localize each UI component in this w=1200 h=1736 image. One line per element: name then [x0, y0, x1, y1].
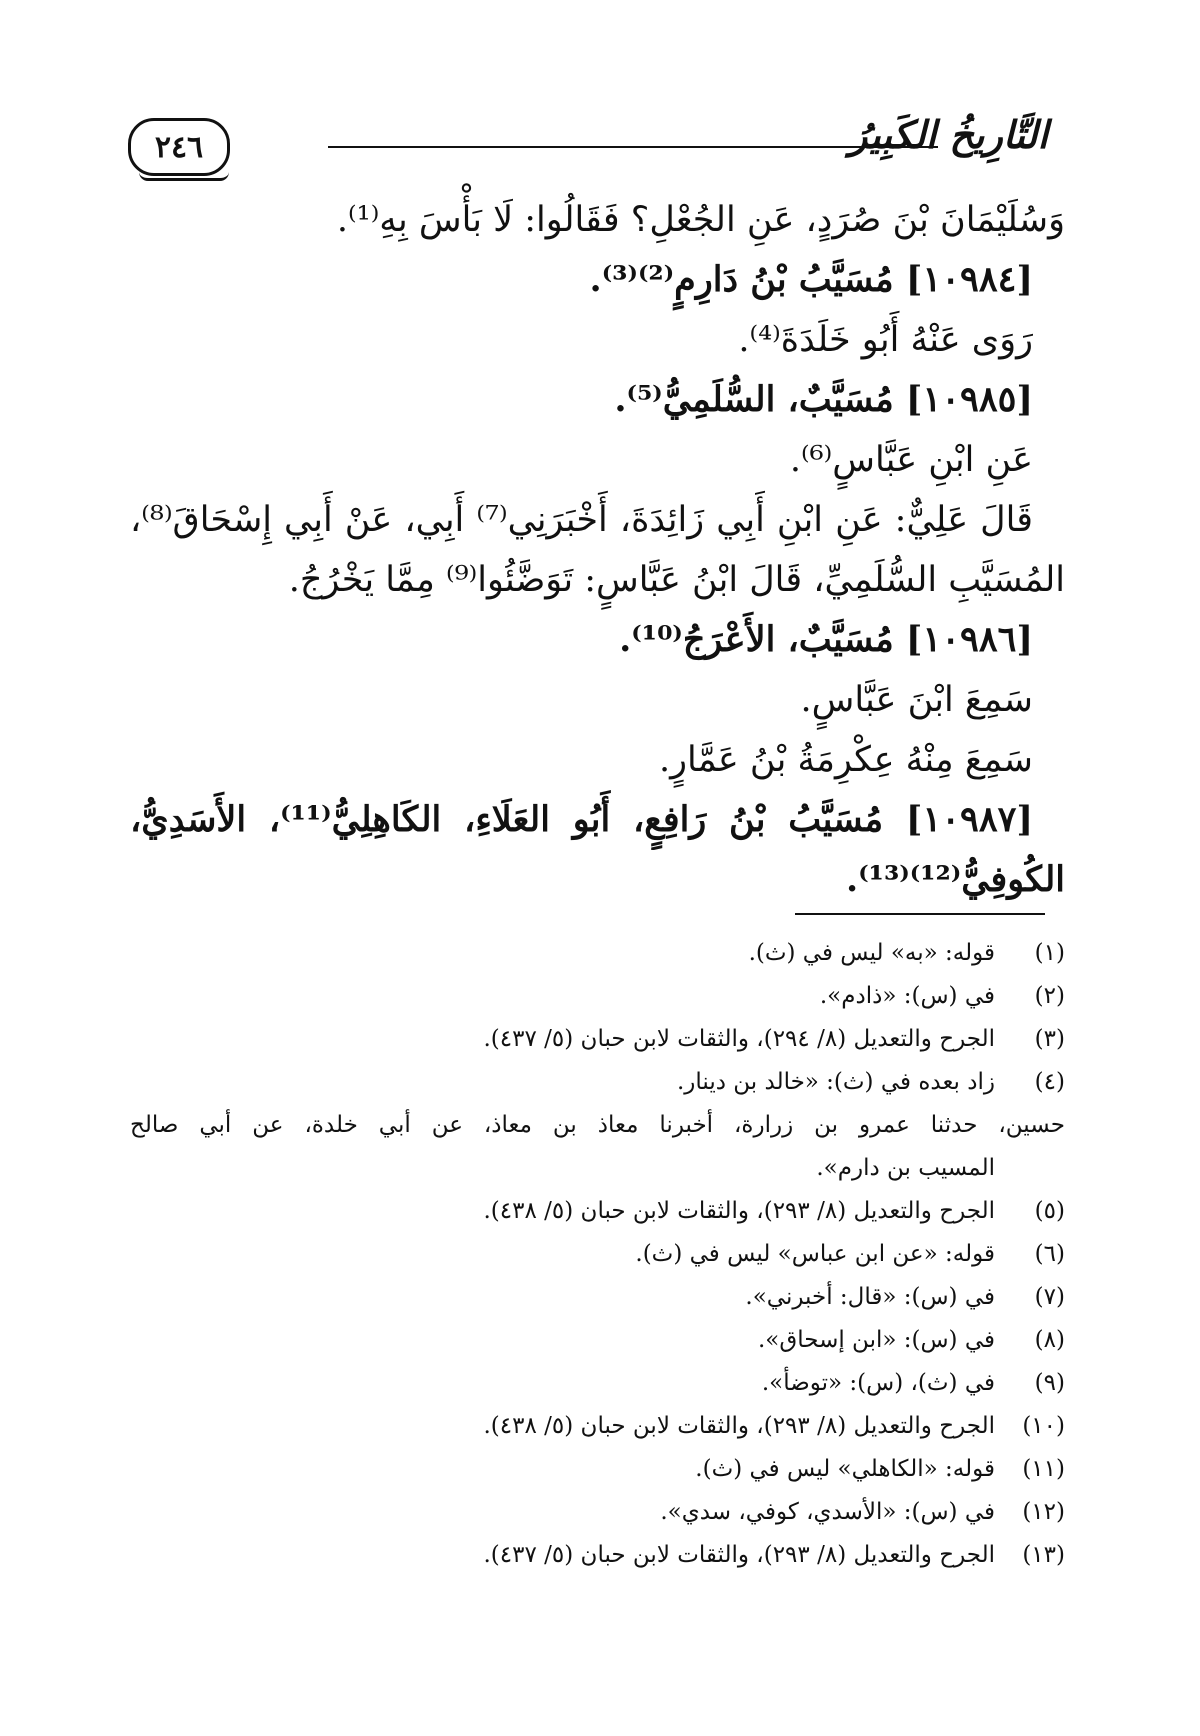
- footnote: [130, 1061, 1065, 1104]
- footnote: [130, 1233, 1065, 1276]
- footnote: [130, 932, 1065, 975]
- entry-heading: [١٠٩٨٤] مُسَيَّبُ بْنُ دَارِمٍ⁽²⁾⁽³⁾.: [589, 259, 1033, 300]
- footnotes: [130, 932, 1065, 1577]
- entry-heading-continuation: الكُوفِيُّ⁽¹²⁾⁽¹³⁾.: [846, 859, 1065, 900]
- text-line: رَوَى عَنْهُ أَبُو خَلَدَةَ⁽⁴⁾.: [738, 320, 1033, 360]
- text-line: المُسَيَّبِ السُّلَمِيِّ، قَالَ ابْنُ عَبَّاسٍ: تَوَضَّئُوا⁽⁹⁾ مِمَّا يَخْرُجُ.: [288, 560, 1065, 600]
- footnote-number: (٢): [1034, 983, 1065, 1009]
- footnote-continuation: المسيب بن دارم».: [816, 1155, 995, 1181]
- footnote-text: الجرح والتعديل (٨/ ٢٩٣)، والثقات لابن حبان (٥/ ٤٣٨).: [483, 1413, 995, 1439]
- text-line: وَسُلَيْمَانَ بْنَ صُرَدٍ، عَنِ الجُعْلِ؟ فَقَالُوا: لَا بَأْسَ بِهِ⁽¹⁾.: [336, 200, 1065, 240]
- footnote-text: زاد بعده في (ث): «خالد بن دينار.: [676, 1069, 995, 1095]
- footnote-text: في (س): «ذادم».: [819, 983, 995, 1009]
- header-rule: [328, 146, 938, 148]
- footnote: [130, 1491, 1065, 1534]
- footnote-number: (٦): [1034, 1241, 1065, 1267]
- footnote: [130, 1319, 1065, 1362]
- footnote-text: الجرح والتعديل (٨/ ٢٩٣)، والثقات لابن حبان (٥/ ٤٣٧).: [483, 1542, 995, 1568]
- footnote-number: (٤): [1034, 1069, 1065, 1095]
- footnote: [130, 1448, 1065, 1491]
- page-number: ٢٤٦: [128, 118, 230, 176]
- footnote-number: (٣): [1034, 1026, 1065, 1052]
- footnote-number: (٨): [1034, 1327, 1065, 1353]
- footnote-number: (١٢): [1022, 1499, 1065, 1525]
- footnote-text: قوله: «عن ابن عباس» ليس في (ث).: [635, 1241, 995, 1267]
- text-line: قَالَ عَلِيٌّ: عَنِ ابْنِ أَبِي زَائِدَةَ، أَخْبَرَنِي⁽⁷⁾ أَبِي، عَنْ أَبِي إِسْحَاقَ⁽⁸⁾،: [130, 500, 1033, 540]
- page-header: [128, 112, 1048, 182]
- footnote: [130, 1276, 1065, 1319]
- main-text: [130, 190, 1065, 910]
- footnote: [130, 1534, 1065, 1577]
- entry-heading: [١٠٩٨٥] مُسَيَّبٌ، السُّلَمِيُّ⁽⁵⁾.: [614, 379, 1033, 420]
- footnote-number: (٩): [1034, 1370, 1065, 1396]
- footnote: [130, 1362, 1065, 1405]
- footnote-number: (٥): [1034, 1198, 1065, 1224]
- running-title: التَّارِيخُ الكَبِيرُ: [849, 112, 1048, 157]
- footnote: [130, 975, 1065, 1018]
- text-line: عَنِ ابْنِ عَبَّاسٍ⁽⁶⁾.: [789, 440, 1033, 480]
- footnote-text: في (س): «قال: أخبرني».: [745, 1284, 995, 1310]
- entry-heading: [١٠٩٨٦] مُسَيَّبٌ، الأَعْرَجُ⁽¹⁰⁾.: [619, 619, 1033, 660]
- entry-heading: [١٠٩٨٧] مُسَيَّبُ بْنُ رَافِعٍ، أَبُو العَلَاءِ، الكَاهِلِيُّ⁽¹¹⁾، الأَسَدِيُّ،: [130, 799, 1033, 840]
- footnote-text: في (س): «الأسدي، كوفي، سدي».: [660, 1499, 995, 1525]
- footnote: [130, 1405, 1065, 1448]
- footnote-text: الجرح والتعديل (٨/ ٢٩٤)، والثقات لابن حبان (٥/ ٤٣٧).: [483, 1026, 995, 1052]
- footnote-text: في (ث)، (س): «توضأ».: [761, 1370, 995, 1396]
- footnote-text: قوله: «به» ليس في (ث).: [748, 940, 995, 966]
- text-line: سَمِعَ ابْنَ عَبَّاسٍ.: [800, 680, 1033, 720]
- footnote: [130, 1018, 1065, 1061]
- footnote-number: (١١): [1022, 1456, 1065, 1482]
- footnote-text: الجرح والتعديل (٨/ ٢٩٣)، والثقات لابن حبان (٥/ ٤٣٨).: [483, 1198, 995, 1224]
- footnote-number: (١٠): [1022, 1413, 1065, 1439]
- footnote-continuation: حسين، حدثنا عمرو بن زرارة، أخبرنا معاذ بن معاذ، عن أبي خلدة، عن أبي صالح: [130, 1112, 1065, 1138]
- footnote-number: (٧): [1034, 1284, 1065, 1310]
- footnote-text: قوله: «الكاهلي» ليس في (ث).: [695, 1456, 995, 1482]
- text-line: سَمِعَ مِنْهُ عِكْرِمَةُ بْنُ عَمَّارٍ.: [659, 740, 1033, 780]
- footnote: [130, 1190, 1065, 1233]
- footnote-text: في (س): «ابن إسحاق».: [758, 1327, 995, 1353]
- footnote-number: (١): [1034, 940, 1065, 966]
- footnote-divider: [795, 913, 1045, 915]
- footnote-number: (١٣): [1022, 1542, 1065, 1568]
